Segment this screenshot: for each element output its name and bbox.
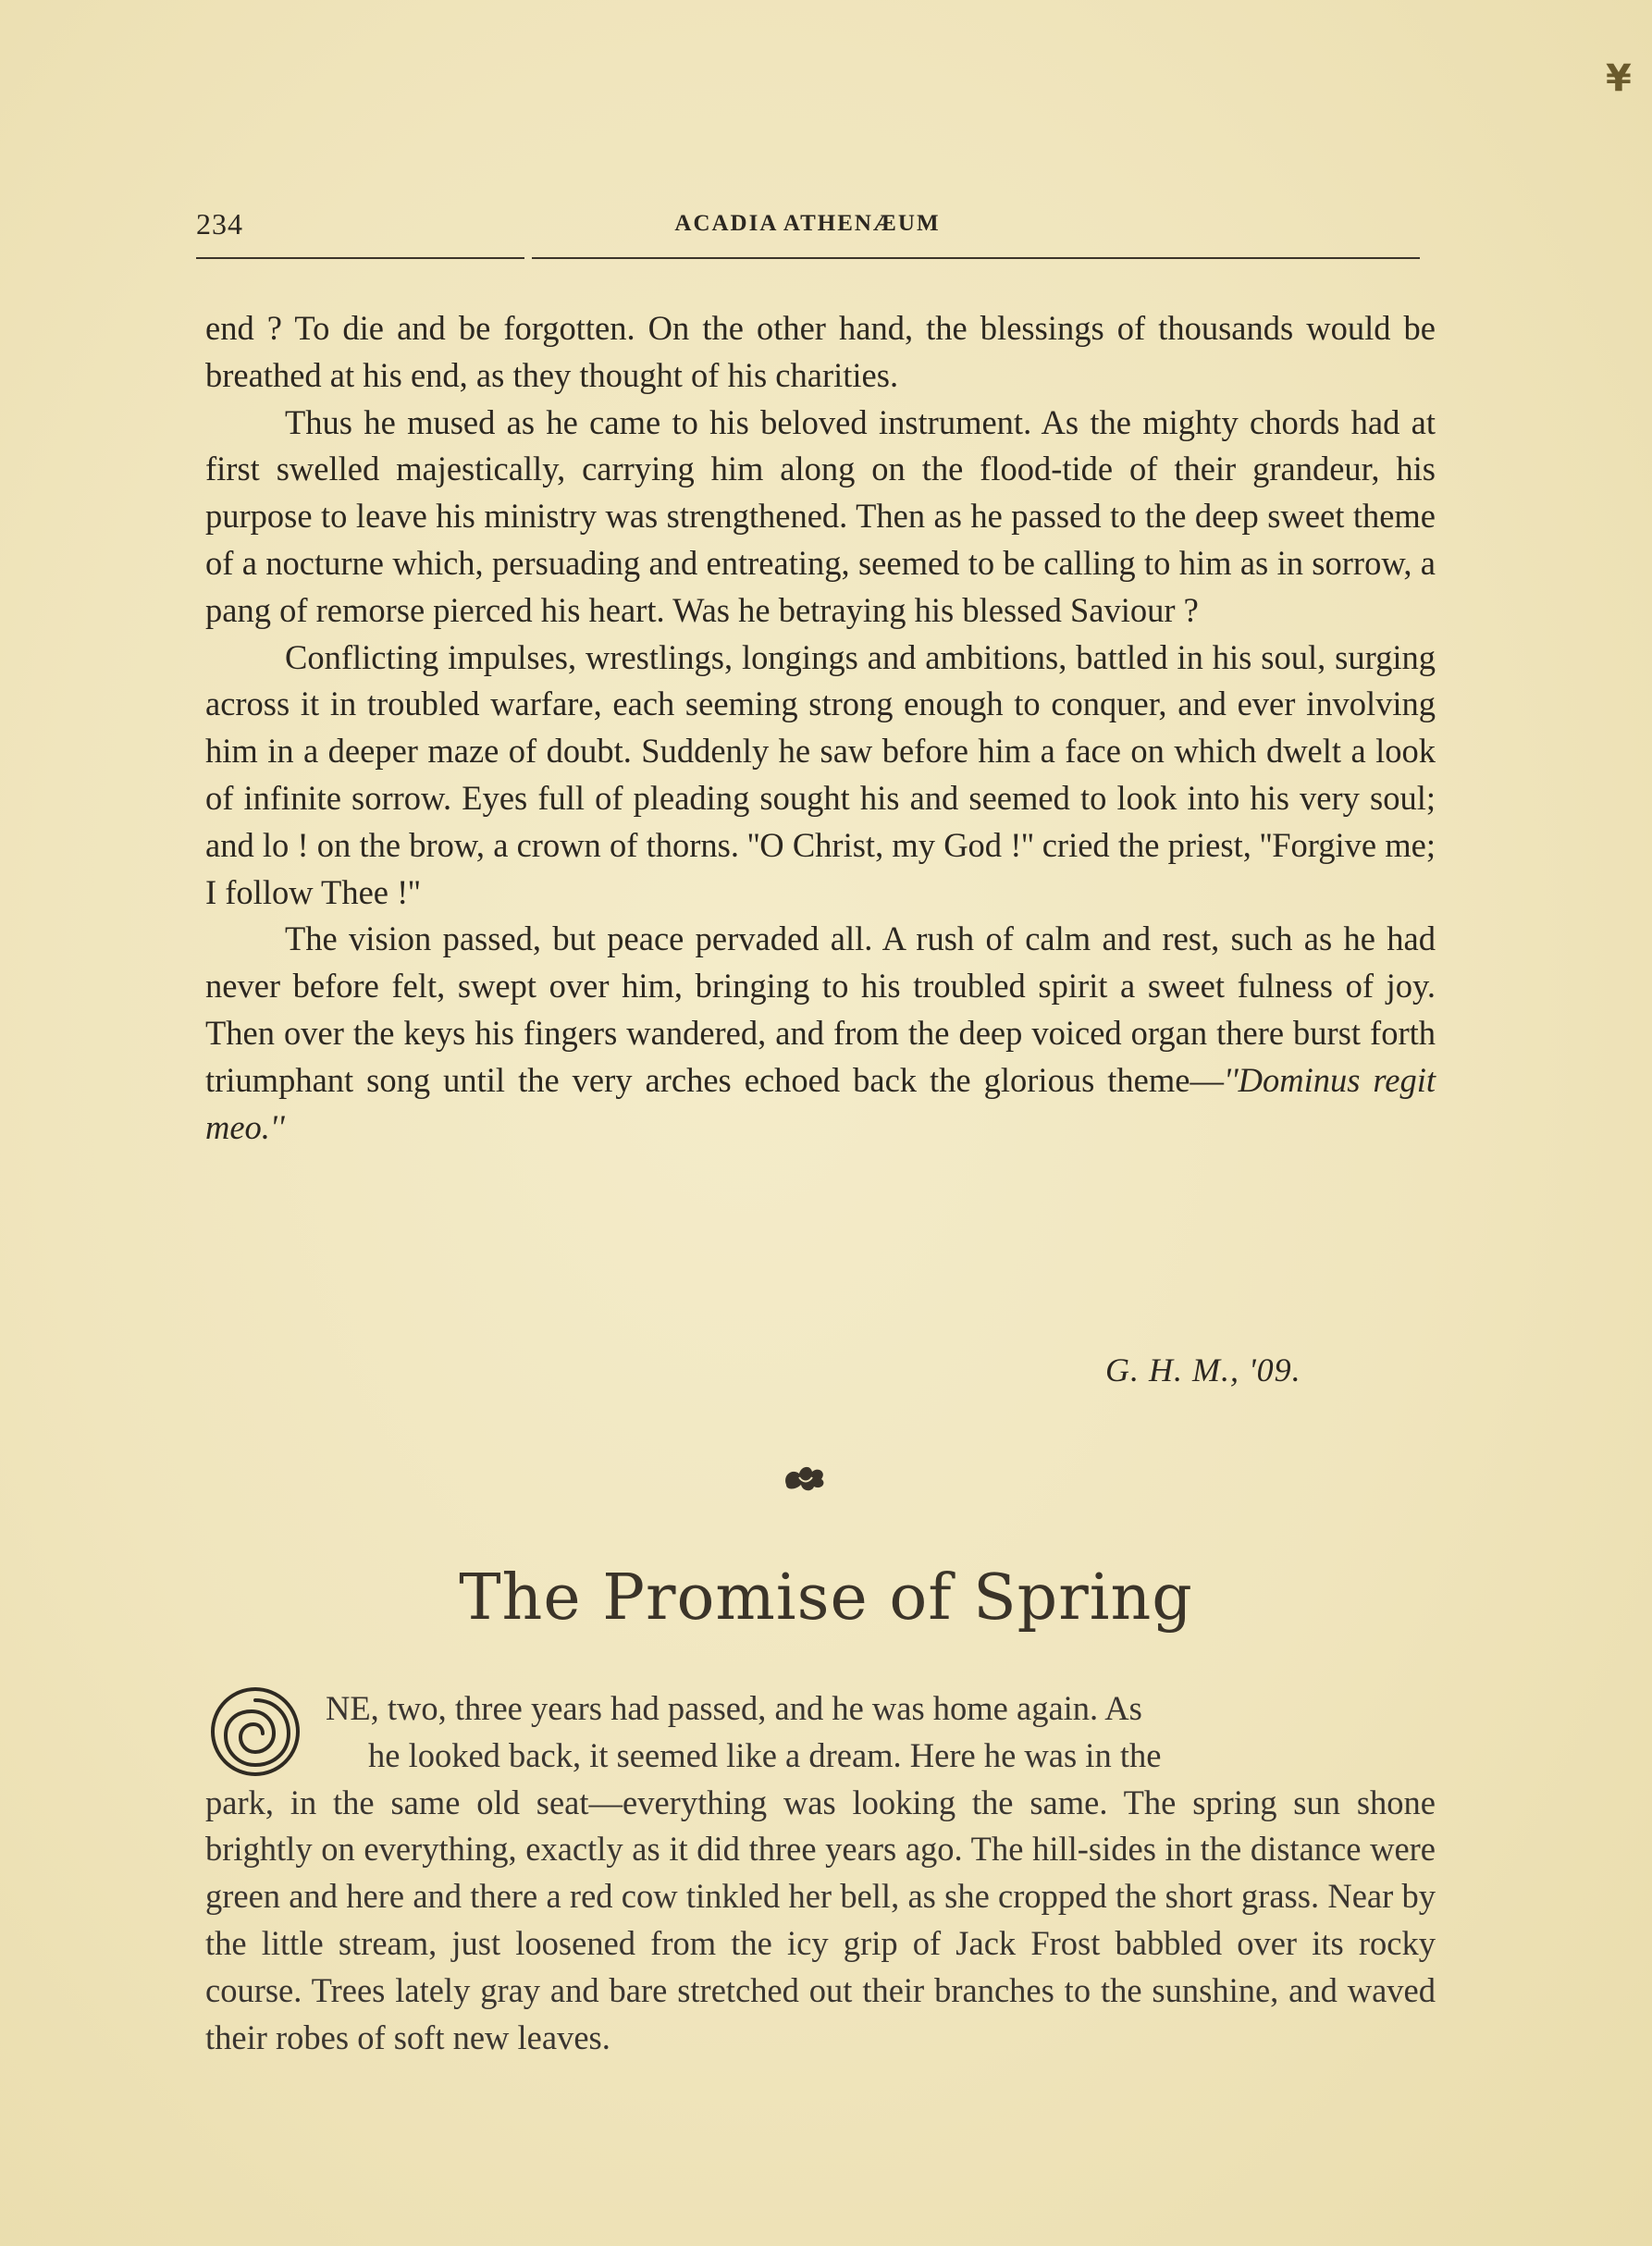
- margin-mark: ¥: [1606, 57, 1632, 100]
- header-rule-left: [196, 257, 524, 259]
- article-text: [205, 1685, 1436, 2061]
- dropcap-letter: O: [205, 1682, 206, 1683]
- running-head: ACADIA ATHENÆUM: [674, 211, 941, 236]
- story-paragraph: Conflicting impulses, wrestlings, longings and ambitions, battled in his soul, surging across it in troubled warfare, each seeming strong enough to conquer, and ever involving him in a deeper maze of doubt. Suddenly he saw before him a face on which dwelt a look of infinite sorrow. Eyes full of pleading sought his and seemed to look into his very soul; and lo ! on the brow, a crown of thorns. ''O Christ, my God !'' cried the priest, ''Forgive me; I follow Thee !'': [205, 637, 1436, 911]
- article-first-line: NE, two, three years had passed, and he was home again. As: [326, 1689, 1142, 1727]
- article-paragraph: park, in the same old seat—everything was looking the same. The spring sun shone brightly on everything, exactly as it did three years ago. The hill-sides in the distance were green and here and there a red cow tinkled her bell, as she cropped the short grass. Near by the little stream, just loosened from the icy grip of Jack Frost babbled over its rocky course. Trees lately gray and bare stretched out their branches to the sunshine, and waved their robes of soft new leaves.: [205, 1783, 1436, 2056]
- story-text: [205, 305, 1436, 1151]
- story-paragraph: Thus he mused as he came to his beloved instrument. As the mighty chords had at first swelled majestically, carrying him along on the flood-tide of their grandeur, his purpose to leave his ministry was strengthened. Then as he passed to the deep sweet theme of a nocturne which, persuading and entreating, seemed to be calling to him as in sorrow, a pang of remorse pierced his heart. Was he betraying his blessed Saviour ?: [205, 402, 1436, 629]
- author-signature: G. H. M., '09.: [1105, 1351, 1301, 1388]
- header-rule-right: [532, 257, 1420, 259]
- page-header: [196, 207, 1419, 244]
- page-number: 234: [196, 207, 243, 241]
- article-title: The Promise of Spring: [459, 1561, 1193, 1635]
- latin-quote: ''Dominus regit meo.'': [205, 1060, 1436, 1146]
- story-paragraph-text: The vision passed, but peace pervaded all. A rush of calm and rest, such as he had never before felt, swept over him, bringing to his troubled spirit a sweet fulness of joy. Then over the keys his fingers wandered, and from the deep voiced organ there burst forth triumphant song until the very arches echoed back the glorious theme—: [205, 919, 1436, 1099]
- article-second-line: he looked back, it seemed like a dream. Here he was in the: [368, 1735, 1162, 1774]
- story-paragraph: end ? To die and be forgotten. On the other hand, the blessings of thousands would be breathed at his end, as they thought of his charities.: [205, 309, 1436, 394]
- fleuron-ornament-icon: [781, 1457, 829, 1494]
- story-paragraph: [205, 916, 1436, 1151]
